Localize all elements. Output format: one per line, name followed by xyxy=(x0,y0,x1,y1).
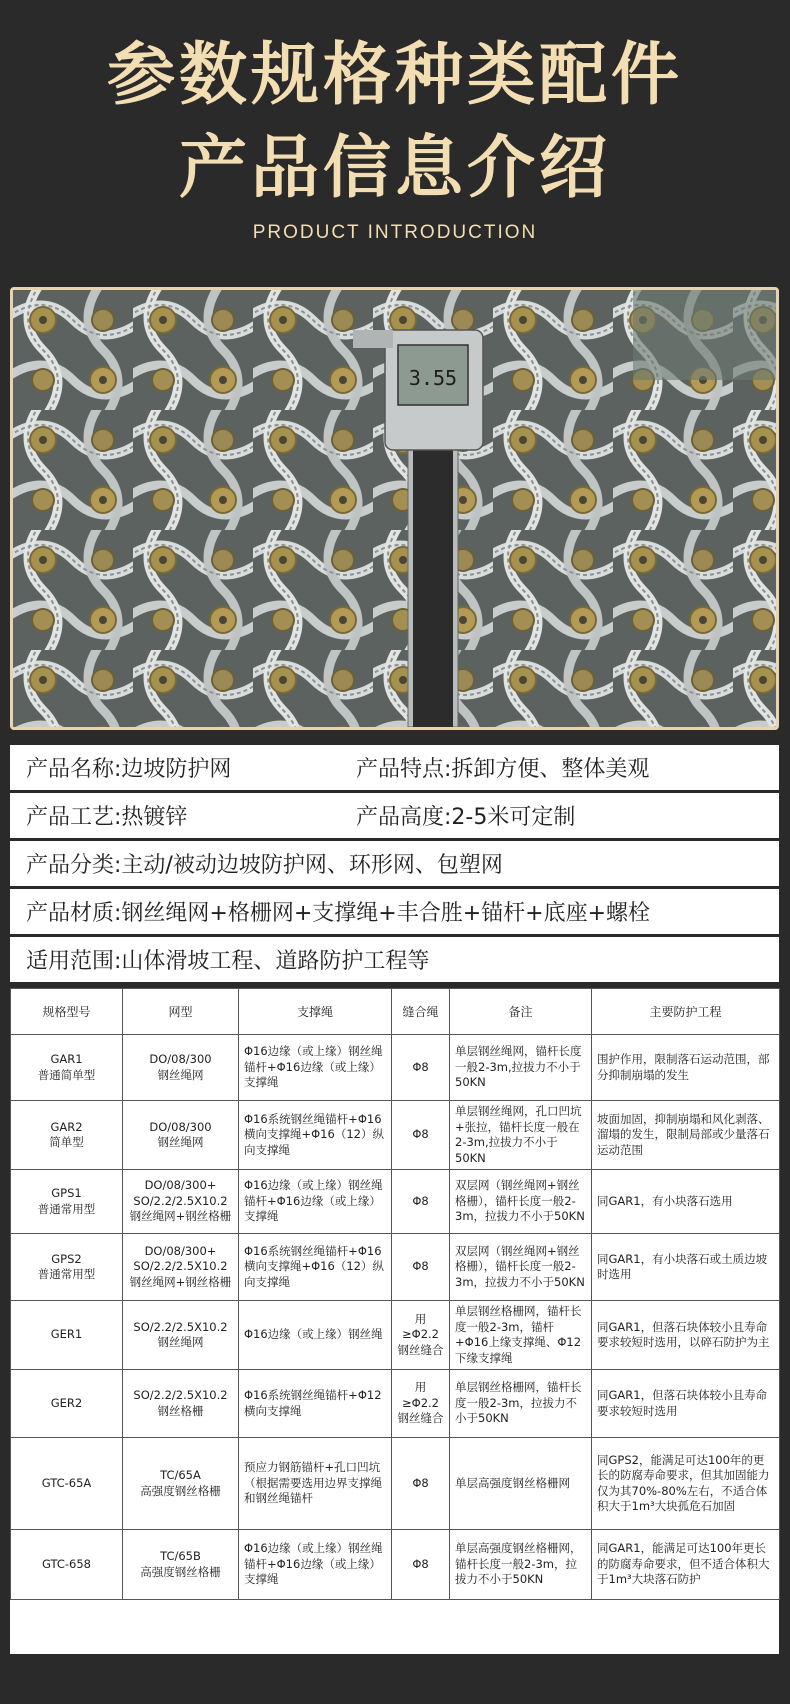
table-cell: SO/2.2/2.5X10.2 钢丝绳网 xyxy=(123,1301,239,1370)
table-cell: 单层高强度钢丝格栅网，锚杆长度一般2-3m，拉拔力不小于50KN xyxy=(450,1530,592,1600)
header-remarks: 备注 xyxy=(450,989,592,1035)
table-cell: 同GPS2，能满足可达100年的更长的防腐寿命要求，但其加固能力仅为其70%-80%左右，不适合体积大于1m³大块孤危石加固 xyxy=(592,1438,780,1530)
product-height: 产品高度:2-5米可定制 xyxy=(356,805,576,830)
info-row-material: 产品材质:钢丝绳网+格栅网+支撑绳+丰合胜+锚杆+底座+螺栓 xyxy=(10,889,779,934)
table-cell: 单层高强度钢丝格栅网 xyxy=(450,1438,592,1530)
table-cell: 单层钢丝绳网，孔口凹坑+张拉，锚杆长度一般在2-3m,拉拔力不小于50KN xyxy=(450,1101,592,1170)
header-banner xyxy=(0,0,790,285)
table-cell: GAR1 普通简单型 xyxy=(11,1035,123,1101)
table-row xyxy=(11,1234,780,1301)
table-row xyxy=(11,1035,780,1101)
table-cell: SO/2.2/2.5X10.2 钢丝格栅 xyxy=(123,1370,239,1438)
table-cell: GER1 xyxy=(11,1301,123,1370)
table-body xyxy=(11,1035,780,1600)
product-feature: 产品特点:拆卸方便、整体美观 xyxy=(356,757,650,782)
table-cell: Φ16系统钢丝绳锚杆+Φ16横向支撑绳+Φ16（12）纵向支撑绳 xyxy=(239,1234,392,1301)
table-cell: GER2 xyxy=(11,1370,123,1438)
header-support-rope: 支撑绳 xyxy=(239,989,392,1035)
table-cell: 单层钢丝格栅网，锚杆长度一般2-3m，锚杆+Φ16上缘支撑绳、Φ12下缘支撑绳 xyxy=(450,1301,592,1370)
table-row xyxy=(11,1370,780,1438)
footer-bar xyxy=(0,1660,790,1704)
table-cell: 用≥Φ2.2 钢丝缝合 xyxy=(392,1301,450,1370)
table-cell: Φ8 xyxy=(392,1530,450,1600)
table-row xyxy=(11,1530,780,1600)
table-cell: GTC-658 xyxy=(11,1530,123,1600)
caliper-reading: 3.55 xyxy=(408,366,458,390)
table-cell: GAR2 简单型 xyxy=(11,1101,123,1170)
header-model: 规格型号 xyxy=(11,989,123,1035)
table-cell: 预应力钢筋锚杆+孔口凹坑（根据需要选用边界支撑绳和钢丝绳锚杆 xyxy=(239,1438,392,1530)
table-cell: DO/08/300 钢丝绳网 xyxy=(123,1101,239,1170)
table-row xyxy=(11,1301,780,1370)
info-row-process-height xyxy=(10,793,779,838)
page-subtitle: PRODUCT INTRODUCTION xyxy=(252,222,538,243)
table-cell: 用≥Φ2.2 钢丝缝合 xyxy=(392,1370,450,1438)
table-cell: Φ16边缘（或上缘）钢丝绳锚杆+Φ16边缘（或上缘）支撑绳 xyxy=(239,1035,392,1101)
table-cell: 双层网（钢丝绳网+钢丝格栅），锚杆长度一般2-3m，拉拔力不小于50KN xyxy=(450,1170,592,1234)
table-cell: 双层网（钢丝绳网+钢丝格栅），锚杆长度一般2-3m，拉拔力不小于50KN xyxy=(450,1234,592,1301)
page-title-line2: 产品信息介绍 xyxy=(178,129,611,208)
table-cell: DO/08/300+ SO/2.2/2.5X10.2 钢丝绳网+钢丝格栅 xyxy=(123,1234,239,1301)
table-cell: 围护作用，限制落石运动范围，部分抑制崩塌的发生 xyxy=(592,1035,780,1101)
info-row-name-feature xyxy=(10,745,779,790)
table-cell: Φ16边缘（或上缘）钢丝绳锚杆+Φ16边缘（或上缘）支撑绳 xyxy=(239,1530,392,1600)
table-cell: Φ8 xyxy=(392,1234,450,1301)
info-row-category: 产品分类:主动/被动边坡防护网、环形网、包塑网 xyxy=(10,841,779,886)
table-row xyxy=(11,1101,780,1170)
table-cell: Φ8 xyxy=(392,1170,450,1234)
table-cell: Φ8 xyxy=(392,1101,450,1170)
table-cell: 同GAR1，但落石块体较小且寿命要求较短时选用 xyxy=(592,1370,780,1438)
product-info-panel xyxy=(10,745,779,985)
table-cell: Φ16边缘（或上缘）钢丝绳锚杆+Φ16边缘（或上缘）支撑绳 xyxy=(239,1170,392,1234)
product-name: 产品名称:边坡防护网 xyxy=(26,757,232,782)
table-row xyxy=(11,1438,780,1530)
table-cell: TC/65A 高强度钢丝格栅 xyxy=(123,1438,239,1530)
spec-table xyxy=(10,988,780,1600)
table-cell: 坡面加固，抑制崩塌和风化剥落、溜塌的发生，限制局部或少量落石运动范围 xyxy=(592,1101,780,1170)
spec-table-container xyxy=(10,988,779,1654)
table-cell: DO/08/300 钢丝绳网 xyxy=(123,1035,239,1101)
table-cell: TC/65B 高强度钢丝格栅 xyxy=(123,1530,239,1600)
table-cell: 同GAR1，能满足可达100年更长的防腐寿命要求，但不适合体积大于1m³大块落石防护 xyxy=(592,1530,780,1600)
header-protection: 主要防护工程 xyxy=(592,989,780,1035)
table-cell: DO/08/300+ SO/2.2/2.5X10.2 钢丝绳网+钢丝格栅 xyxy=(123,1170,239,1234)
table-cell: Φ16系统钢丝绳锚杆+Φ16横向支撑绳+Φ16（12）纵向支撑绳 xyxy=(239,1101,392,1170)
table-row xyxy=(11,1170,780,1234)
table-cell: Φ8 xyxy=(392,1035,450,1101)
page-title-line1: 参数规格种类配件 xyxy=(106,36,683,115)
table-cell: Φ16边缘（或上缘）钢丝绳 xyxy=(239,1301,392,1370)
table-cell: 单层钢丝绳网，锚杆长度一般2-3m,拉拔力不小于50KN xyxy=(450,1035,592,1101)
table-cell: Φ16系统钢丝绳锚杆+Φ12横向支撑绳 xyxy=(239,1370,392,1438)
info-row-application: 适用范围:山体滑坡工程、道路防护工程等 xyxy=(10,937,779,982)
table-cell: 单层钢丝格栅网，锚杆长度一般2-3m，拉拔力不小于50KN xyxy=(450,1370,592,1438)
table-cell: GPS1 普通常用型 xyxy=(11,1170,123,1234)
table-cell: 同GAR1，但落石块体较小且寿命要求较短时选用，以碎石防护为主 xyxy=(592,1301,780,1370)
product-process: 产品工艺:热镀锌 xyxy=(26,805,188,830)
table-cell: GPS2 普通常用型 xyxy=(11,1234,123,1301)
product-photo xyxy=(10,287,779,730)
table-header-row xyxy=(11,989,780,1035)
table-cell: GTC-65A xyxy=(11,1438,123,1530)
header-sewing-rope: 缝合绳 xyxy=(392,989,450,1035)
header-mesh-type: 网型 xyxy=(123,989,239,1035)
table-cell: 同GAR1，有小块落石选用 xyxy=(592,1170,780,1234)
table-cell: Φ8 xyxy=(392,1438,450,1530)
wire-mesh-photo xyxy=(13,290,776,727)
table-cell: 同GAR1，有小块落石或土质边坡时选用 xyxy=(592,1234,780,1301)
